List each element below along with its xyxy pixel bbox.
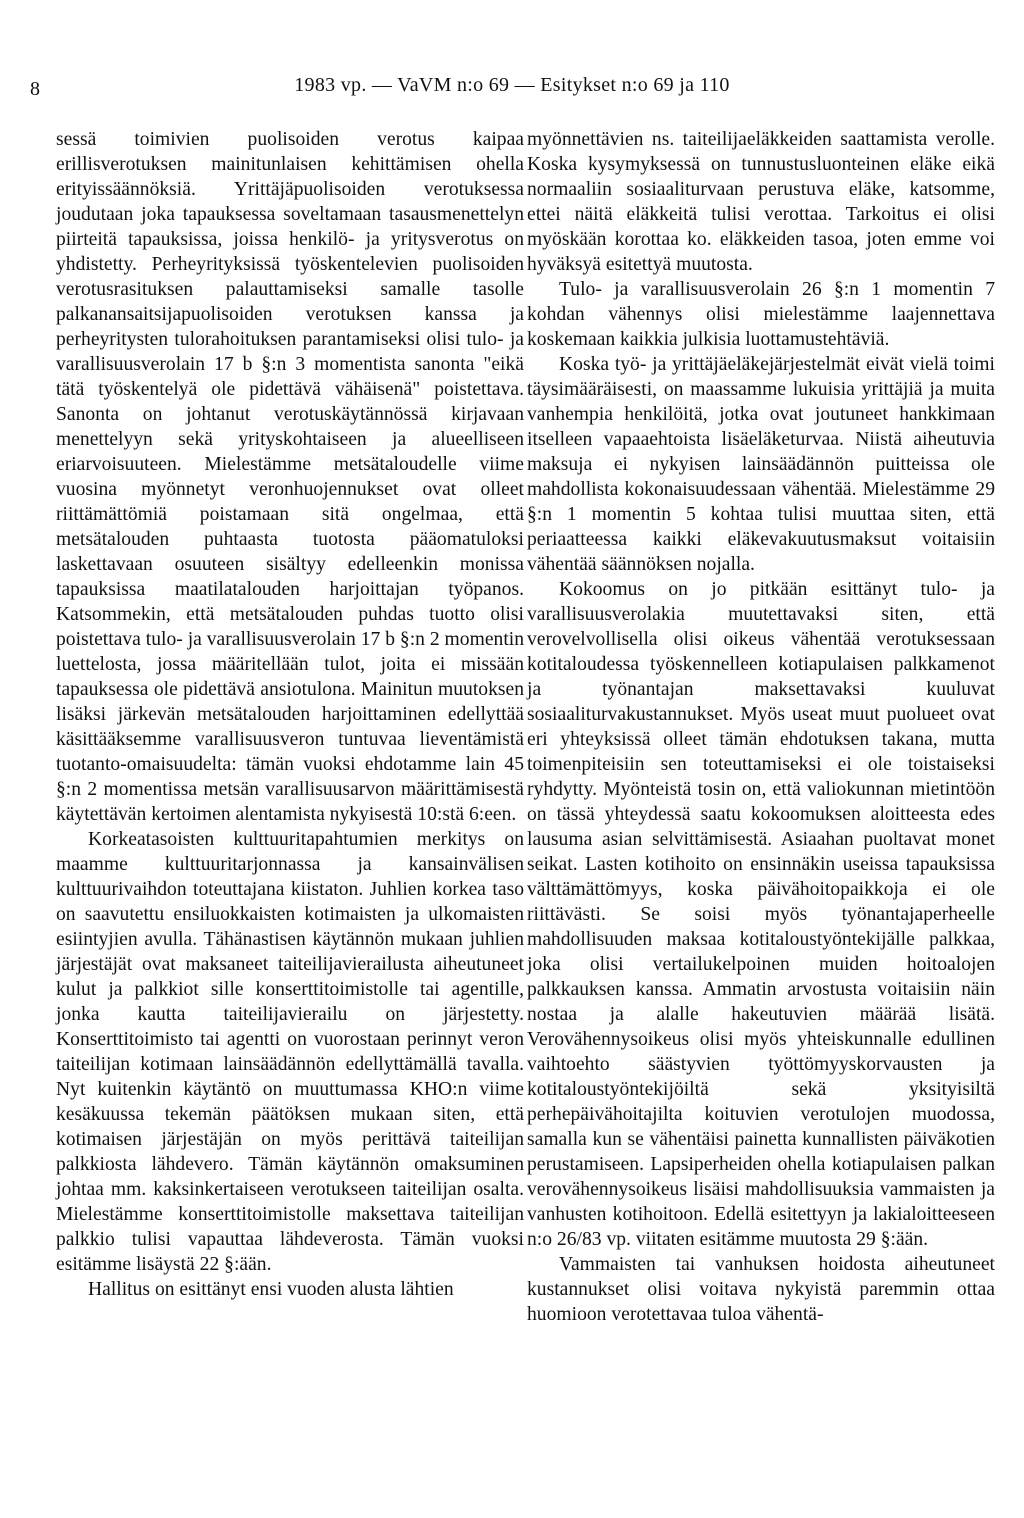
page-number: 8: [30, 78, 40, 100]
paragraph: sessä toimivien puolisoiden verotus kaipaa erillisverotuksen mainitunlaisen kehittämisen ohella erityissäännöksiä. Yrittäjäpuolisoiden verotuksessa joudutaan joka tapauksessa soveltamaan tasausmenettelyn piirteitä tapauksissa, joissa henkilö- ja yritysverotus on yhdistetty. Perheyrityksissä työskentelevien puolisoiden verotusrasituksen palauttamiseksi samalle tasolle palkanansaitsijapuolisoiden verotuksen kanssa ja perheyritysten tulorahoituksen parantamiseksi olisi tulo- ja varallisuusverolain 17 b §:n 3 momentista sanonta "eikä tätä työskentelyä ole pidettävä vähäisenä" poistettava. Sanonta on johtanut verotuskäytännössä kirjavaan menettelyyn sekä yrityskohtaiseen ja alueelliseen eriarvoisuuteen. Mielestämme metsätaloudelle viime vuosina myönnetyt veronhuojennukset ovat olleet riittämättömiä poistamaan sitä ongelmaa, että metsätalouden puhtaasta tuotosta pääomatuloksi laskettavaan osuuteen sisältyy edelleenkin monissa tapauksissa maatilatalouden harjoittajan työpanos. Katsommekin, että metsätalouden puhdas tuotto olisi poistettava tulo- ja varallisuusverolain 17 b §:n 2 momentin luettelosta, jossa määritellään tulot, joita ei missään tapauksessa ole pidettävä ansiotulona. Mainitun muutoksen lisäksi järkevän metsätalouden harjoittaminen edellyttää käsittääksemme varallisuusveron tuntuvaa lieventämistä tuotanto-omaisuudelta: tämän vuoksi ehdotamme lain 45 §:n 2 momentissa metsän varallisuusarvon määrittämisestä käytettävän kertoimen alentamista nykyisestä 10:stä 6:een.: [56, 129, 524, 825]
right-column: [527, 127, 995, 1327]
left-column: [56, 127, 524, 1302]
running-head: 1983 vp. — VaVM n:o 69 — Esitykset n:o 69 ja 110: [294, 74, 730, 96]
paragraph: Hallitus on esittänyt ensi vuoden alusta lähtien: [88, 1279, 454, 1300]
paragraph: Kokoomus on jo pitkään esittänyt tulo- ja varallisuusverolakia muutettavaksi siten, että verovelvollisella olisi oikeus vähentää verotuksessaan kotitaloudessa työskennelleen kotiapulaisen palkkamenot ja työnantajan maksettavaksi kuuluvat sosiaaliturvakustannukset. Myös useat muut puolueet ovat eri yhteyksissä olleet tämän ehdotuksen takana, mutta toimenpiteisiin sen toteuttamiseksi ei ole toistaiseksi ryhdytty. Myönteistä tosin on, että valiokunnan mietintöön on tässä yhteydessä saatu kokoomuksen aloitteesta edes lausuma asian selvittämisestä. Asiaahan puoltavat monet seikat. Lasten kotihoito on ensinnäkin useissa tapauksissa välttämättömyys, koska päivähoitopaikkoja ei ole riittävästi. Se soisi myös työnantajaperheelle mahdollisuuden maksaa kotitaloustyöntekijälle palkkaa, joka olisi vertailukelpoinen muiden hoitoalojen palkkauksen kanssa. Ammatin arvostusta voitaisiin näin nostaa ja alalle hakeutuvien määrää lisätä. Verovähennysoikeus olisi myös yhteiskunnalle edullinen vaihtoehto säästyvien työttömyyskorvausten ja kotitaloustyöntekijöiltä sekä yksityisiltä perhepäivähoitajilta koituvien verotulojen muodossa, samalla kun se vähentäisi painetta kunnallisten päiväkotien perustamiseen. Lapsiperheiden ohella kotiapulaisen palkan verovähennysoikeus lisäisi mahdollisuuksia vammaisten ja vanhusten kotihoitoon. Edellä esitettyyn ja lakialoitteeseen n:o 26/83 vp. viitaten esitämme muutosta 29 §:ään.: [527, 579, 995, 1250]
paragraph: myönnettävien ns. taiteilijaeläkkeiden saattamista verolle. Koska kysymyksessä on tunnustusluonteinen eläke eikä normaaliin sosiaaliturvaan perustuva eläke, katsomme, ettei näitä eläkkeitä tulisi verottaa. Tarkoitus ei olisi myöskään korottaa ko. eläkkeiden tasoa, joten emme voi hyväksyä esitettyä muutosta.: [527, 129, 995, 275]
paragraph: Vammaisten tai vanhuksen hoidosta aiheutuneet kustannukset olisi voitava nykyistä paremmin ottaa huomioon verotettavaa tuloa vähentä-: [527, 1254, 995, 1325]
paragraph: Korkeatasoisten kulttuuritapahtumien merkitys on maamme kulttuuritarjonnassa ja kansainvälisen kulttuurivaihdon toteuttajana kiistaton. Juhlien korkea taso on saavutettu ensiluokkaisten kotimaisten ja ulkomaisten esiintyjien avulla. Tähänastisen käytännön mukaan juhlien järjestäjät ovat maksaneet taiteilijavierailusta aiheutuneet kulut ja palkkiot sille konserttitoimistolle tai agentille, jonka kautta taiteilijavierailu on järjestetty. Konserttitoimisto tai agentti on vuorostaan perinnyt veron taiteilijan kotimaan lainsäädännön edellyttämällä tavalla. Nyt kuitenkin käytäntö on muuttumassa KHO:n viime kesäkuussa tekemän päätöksen mukaan siten, että kotimaisen järjestäjän on myös perittävä taiteilijan palkkiosta lähdevero. Tämän käytännön omaksuminen johtaa mm. kaksinkertaiseen verotukseen taiteilijan osalta. Mielestämme konserttitoimistolle maksettava taiteilijan palkkio tulisi vapauttaa lähdeverosta. Tämän vuoksi esitämme lisäystä 22 §:ään.: [56, 829, 524, 1275]
paragraph: Tulo- ja varallisuusverolain 26 §:n 1 momentin 7 kohdan vähennys olisi mielestämme laajennettava koskemaan kaikkia julkisia luottamustehtäviä.: [527, 279, 995, 350]
paragraph: Koska työ- ja yrittäjäeläkejärjestelmät eivät vielä toimi täysimääräisesti, on maassamme lukuisia yrittäjiä ja muita vanhempia henkilöitä, jotka ovat joutuneet hankkimaan itselleen vapaaehtoista lisäeläketurvaa. Niistä aiheutuvia maksuja ei nykyisen lainsäädännön puitteissa ole mahdollista kokonaisuudessaan vähentää. Mielestämme 29 §:n 1 momentin 5 kohtaa tulisi muuttaa siten, että periaatteessa kaikki eläkevakuutusmaksut voitaisiin vähentää säännöksen nojalla.: [527, 354, 995, 575]
